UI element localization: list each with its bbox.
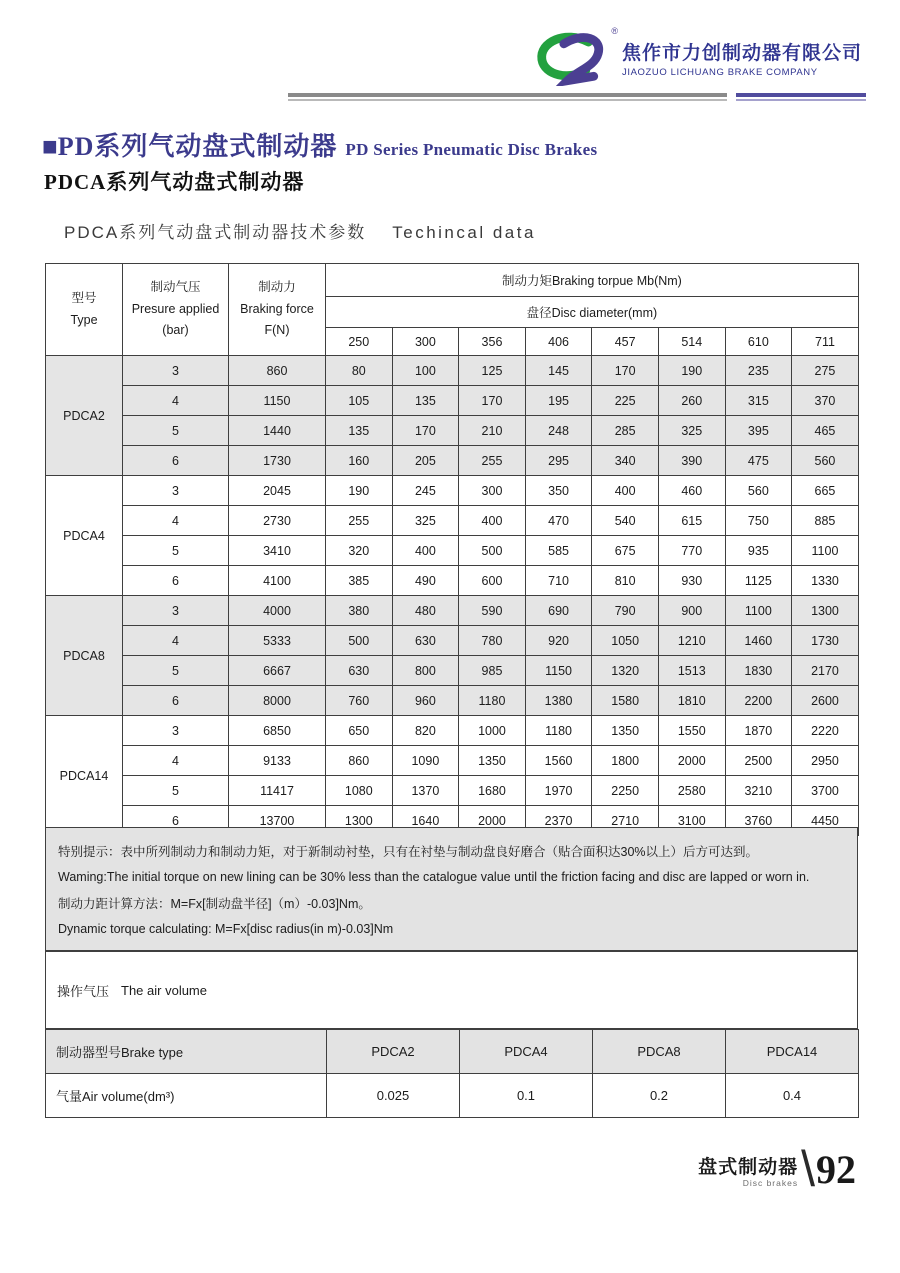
main-table-header-row-1 (46, 264, 859, 297)
torque-group-header: 制动力矩Braking torpue Mb(Nm) (326, 264, 859, 297)
pressure-cell: 3 (123, 476, 229, 506)
air-pressure-label-cn: 操作气压 (57, 983, 110, 999)
diameter-value-cell: 300 (392, 328, 459, 356)
torque-cell: 190 (658, 356, 725, 386)
torque-cell: 1080 (326, 776, 393, 806)
company-brand (530, 28, 862, 88)
air-table-volume-cell: 0.2 (593, 1074, 726, 1118)
section-title (64, 218, 536, 243)
air-table-type-cell: PDCA14 (726, 1030, 859, 1074)
air-pressure-label-en: The air volume (121, 982, 207, 998)
note-warning-cn: 特别提示：表中所列制动力和制动力矩，对于新制动衬垫，只有在衬垫与制动盘良好磨合（贴合面积达30%以上）后方可达到。 (58, 845, 759, 859)
torque-cell: 585 (525, 536, 592, 566)
divider-gap (727, 99, 736, 101)
pressure-cell: 5 (123, 536, 229, 566)
section-title-cn: PDCA系列气动盘式制动器技术参数 (64, 223, 367, 242)
torque-cell: 1320 (592, 656, 659, 686)
torque-cell: 820 (392, 716, 459, 746)
torque-cell: 475 (725, 446, 792, 476)
force-column-header: 制动力 Braking force F(N) (229, 264, 326, 356)
force-cell: 2045 (229, 476, 326, 506)
force-cell: 4000 (229, 596, 326, 626)
brake-type-cell: PDCA8 (46, 596, 123, 716)
main-table-body (46, 356, 859, 836)
air-volume-row-header: 气量Air volume(dm³) (46, 1074, 327, 1118)
torque-cell: 160 (326, 446, 393, 476)
footer-labels (698, 1152, 798, 1188)
force-cell: 4100 (229, 566, 326, 596)
torque-cell: 1380 (525, 686, 592, 716)
model-subtitle: PDCA系列气动盘式制动器 (44, 170, 305, 194)
torque-cell: 2200 (725, 686, 792, 716)
section-title-en: Techincal data (392, 223, 536, 242)
torque-cell: 2000 (658, 746, 725, 776)
divider-gray-segment-thin (288, 99, 727, 101)
torque-cell: 285 (592, 416, 659, 446)
brake-type-cell: PDCA2 (46, 356, 123, 476)
title-bullet-square: ■ (42, 132, 58, 161)
torque-cell: 560 (792, 446, 859, 476)
torque-cell: 470 (525, 506, 592, 536)
diameter-group-header: 盘径Disc diameter(mm) (326, 297, 859, 328)
force-cell: 6850 (229, 716, 326, 746)
force-cell: 8000 (229, 686, 326, 716)
force-cell: 1440 (229, 416, 326, 446)
torque-cell: 1550 (658, 716, 725, 746)
torque-cell: 985 (459, 656, 526, 686)
air-table-volume-cell: 0.025 (327, 1074, 460, 1118)
force-cell: 1150 (229, 386, 326, 416)
pressure-cell: 4 (123, 386, 229, 416)
torque-cell: 480 (392, 596, 459, 626)
footer-label-cn: 盘式制动器 (698, 1156, 799, 1178)
torque-cell: 1460 (725, 626, 792, 656)
pressure-cell: 3 (123, 716, 229, 746)
torque-cell: 615 (658, 506, 725, 536)
torque-cell: 1300 (326, 806, 393, 836)
data-row (46, 386, 859, 416)
torque-cell: 885 (792, 506, 859, 536)
air-table-volume-cell: 0.1 (460, 1074, 593, 1118)
torque-cell: 1100 (725, 596, 792, 626)
data-row (46, 356, 859, 386)
header-divider (288, 93, 866, 101)
air-pressure-section (45, 951, 858, 1029)
data-row (46, 416, 859, 446)
torque-cell: 2950 (792, 746, 859, 776)
torque-cell: 500 (459, 536, 526, 566)
torque-cell: 3760 (725, 806, 792, 836)
brake-type-cell: PDCA14 (46, 716, 123, 836)
torque-cell: 4450 (792, 806, 859, 836)
data-row (46, 506, 859, 536)
torque-cell: 750 (725, 506, 792, 536)
data-row (46, 596, 859, 626)
force-cell: 13700 (229, 806, 326, 836)
torque-cell: 630 (326, 656, 393, 686)
torque-cell: 2000 (459, 806, 526, 836)
company-name-en: JIAOZUO LICHUANG BRAKE COMPANY (621, 67, 818, 78)
torque-cell: 2250 (592, 776, 659, 806)
torque-cell: 1870 (725, 716, 792, 746)
divider-purple-segment-thin (736, 99, 866, 101)
data-row (46, 686, 859, 716)
divider-purple-segment (736, 93, 866, 97)
diameter-value-cell: 711 (792, 328, 859, 356)
pressure-cell: 6 (123, 806, 229, 836)
torque-cell: 1513 (658, 656, 725, 686)
torque-cell: 340 (592, 446, 659, 476)
data-row (46, 446, 859, 476)
torque-cell: 1210 (658, 626, 725, 656)
footer-separator: \ (801, 1141, 815, 1197)
data-row (46, 716, 859, 746)
data-row (46, 776, 859, 806)
torque-cell: 225 (592, 386, 659, 416)
torque-cell: 1370 (392, 776, 459, 806)
torque-cell: 1800 (592, 746, 659, 776)
torque-cell: 1680 (459, 776, 526, 806)
diameter-value-cell: 457 (592, 328, 659, 356)
air-types-row (46, 1030, 859, 1074)
air-table-type-cell: PDCA8 (593, 1030, 726, 1074)
torque-cell: 930 (658, 566, 725, 596)
torque-cell: 900 (658, 596, 725, 626)
diameter-value-cell: 514 (658, 328, 725, 356)
torque-cell: 710 (525, 566, 592, 596)
torque-cell: 3100 (658, 806, 725, 836)
data-row (46, 746, 859, 776)
torque-cell: 490 (392, 566, 459, 596)
torque-cell: 650 (326, 716, 393, 746)
torque-cell: 170 (392, 416, 459, 446)
note-warning-en: Waming:The initial torque on new lining can be 30% less than the catalogue value until the friction facing and disc are lapped or worn in. (58, 870, 810, 884)
torque-cell: 2600 (792, 686, 859, 716)
torque-cell: 300 (459, 476, 526, 506)
logo-swirl-graphic (530, 28, 610, 86)
torque-cell: 560 (725, 476, 792, 506)
company-name-cn: 焦作市力创制动器有限公司 (621, 43, 862, 64)
torque-cell: 275 (792, 356, 859, 386)
torque-cell: 125 (459, 356, 526, 386)
torque-cell: 145 (525, 356, 592, 386)
series-title-cn: PD系列气动盘式制动器 (57, 132, 338, 161)
force-cell: 3410 (229, 536, 326, 566)
torque-cell: 350 (525, 476, 592, 506)
torque-cell: 1150 (525, 656, 592, 686)
pressure-cell: 5 (123, 656, 229, 686)
torque-cell: 315 (725, 386, 792, 416)
torque-cell: 385 (326, 566, 393, 596)
torque-cell: 1180 (459, 686, 526, 716)
air-volume-table (45, 1029, 859, 1118)
torque-cell: 2370 (525, 806, 592, 836)
torque-cell: 1050 (592, 626, 659, 656)
torque-cell: 860 (326, 746, 393, 776)
technical-data-table (45, 263, 859, 836)
torque-cell: 1640 (392, 806, 459, 836)
pressure-cell: 3 (123, 356, 229, 386)
divider-gap (727, 93, 736, 97)
torque-cell: 780 (459, 626, 526, 656)
air-table-volume-cell: 0.4 (726, 1074, 859, 1118)
torque-cell: 500 (326, 626, 393, 656)
torque-cell: 600 (459, 566, 526, 596)
data-row (46, 536, 859, 566)
torque-cell: 2500 (725, 746, 792, 776)
torque-cell: 1970 (525, 776, 592, 806)
data-row (46, 656, 859, 686)
footer-label-en: Disc brakes (742, 1177, 799, 1188)
torque-cell: 170 (459, 386, 526, 416)
pressure-column-header: 制动气压 Presure applied (bar) (123, 264, 229, 356)
torque-cell: 590 (459, 596, 526, 626)
torque-cell: 248 (525, 416, 592, 446)
pressure-cell: 4 (123, 626, 229, 656)
torque-cell: 460 (658, 476, 725, 506)
torque-cell: 3210 (725, 776, 792, 806)
torque-cell: 370 (792, 386, 859, 416)
pressure-cell: 6 (123, 446, 229, 476)
torque-cell: 2710 (592, 806, 659, 836)
brake-type-row-header: 制动器型号Brake type (46, 1030, 327, 1074)
torque-cell: 325 (658, 416, 725, 446)
air-volumes-row (46, 1074, 859, 1118)
company-name-block (622, 38, 862, 78)
pressure-cell: 6 (123, 686, 229, 716)
torque-cell: 1125 (725, 566, 792, 596)
torque-cell: 135 (326, 416, 393, 446)
torque-cell: 205 (392, 446, 459, 476)
torque-cell: 295 (525, 446, 592, 476)
torque-cell: 690 (525, 596, 592, 626)
air-table-type-cell: PDCA4 (460, 1030, 593, 1074)
torque-cell: 400 (459, 506, 526, 536)
torque-cell: 245 (392, 476, 459, 506)
air-table-type-cell: PDCA2 (327, 1030, 460, 1074)
diameter-value-cell: 356 (459, 328, 526, 356)
torque-cell: 400 (592, 476, 659, 506)
force-cell: 2730 (229, 506, 326, 536)
torque-cell: 235 (725, 356, 792, 386)
torque-cell: 790 (592, 596, 659, 626)
torque-cell: 1350 (592, 716, 659, 746)
torque-cell: 1000 (459, 716, 526, 746)
torque-cell: 1580 (592, 686, 659, 716)
torque-cell: 380 (326, 596, 393, 626)
torque-cell: 320 (326, 536, 393, 566)
torque-cell: 800 (392, 656, 459, 686)
torque-cell: 2580 (658, 776, 725, 806)
torque-cell: 2170 (792, 656, 859, 686)
series-title (42, 126, 597, 163)
torque-cell: 770 (658, 536, 725, 566)
page-number: 92 (816, 1147, 856, 1192)
torque-cell: 920 (525, 626, 592, 656)
torque-cell: 1350 (459, 746, 526, 776)
torque-cell: 1560 (525, 746, 592, 776)
diameter-value-cell: 610 (725, 328, 792, 356)
torque-cell: 1810 (658, 686, 725, 716)
divider-line-thick (288, 93, 866, 97)
torque-cell: 2220 (792, 716, 859, 746)
series-title-en: PD Series Pneumatic Disc Brakes (345, 140, 598, 159)
torque-cell: 810 (592, 566, 659, 596)
torque-cell: 630 (392, 626, 459, 656)
pressure-cell: 3 (123, 596, 229, 626)
note-formula-en: Dynamic torque calculating: M=Fx[disc radius(in m)-0.03]Nm (58, 922, 394, 936)
torque-cell: 325 (392, 506, 459, 536)
torque-cell: 170 (592, 356, 659, 386)
force-cell: 6667 (229, 656, 326, 686)
brake-type-cell: PDCA4 (46, 476, 123, 596)
force-cell: 9133 (229, 746, 326, 776)
page-footer (698, 1141, 856, 1197)
torque-cell: 135 (392, 386, 459, 416)
torque-cell: 1730 (792, 626, 859, 656)
torque-cell: 255 (459, 446, 526, 476)
torque-cell: 1100 (792, 536, 859, 566)
pressure-cell: 4 (123, 506, 229, 536)
diameter-value-cell: 406 (525, 328, 592, 356)
torque-cell: 1180 (525, 716, 592, 746)
note-formula-cn: 制动力距计算方法：M=Fx[制动盘半径]（m）-0.03]Nm。 (58, 897, 371, 911)
torque-cell: 390 (658, 446, 725, 476)
pressure-cell: 5 (123, 416, 229, 446)
force-cell: 5333 (229, 626, 326, 656)
torque-cell: 1330 (792, 566, 859, 596)
torque-cell: 540 (592, 506, 659, 536)
divider-gray-segment (288, 93, 727, 97)
torque-cell: 675 (592, 536, 659, 566)
torque-cell: 395 (725, 416, 792, 446)
registered-trademark-icon: ® (611, 26, 618, 36)
torque-cell: 195 (525, 386, 592, 416)
torque-cell: 210 (459, 416, 526, 446)
data-row (46, 476, 859, 506)
diameter-value-cell: 250 (326, 328, 393, 356)
pressure-cell: 6 (123, 566, 229, 596)
torque-cell: 1300 (792, 596, 859, 626)
torque-cell: 935 (725, 536, 792, 566)
force-cell: 860 (229, 356, 326, 386)
torque-cell: 1830 (725, 656, 792, 686)
torque-cell: 665 (792, 476, 859, 506)
type-column-header: 型号 Type (46, 264, 123, 356)
torque-cell: 3700 (792, 776, 859, 806)
torque-cell: 465 (792, 416, 859, 446)
pressure-cell: 4 (123, 746, 229, 776)
lichuang-swirl-logo (530, 28, 616, 88)
notes-box (45, 827, 858, 951)
pressure-cell: 5 (123, 776, 229, 806)
torque-cell: 760 (326, 686, 393, 716)
torque-cell: 1090 (392, 746, 459, 776)
torque-cell: 960 (392, 686, 459, 716)
torque-cell: 100 (392, 356, 459, 386)
torque-cell: 190 (326, 476, 393, 506)
torque-cell: 260 (658, 386, 725, 416)
torque-cell: 400 (392, 536, 459, 566)
torque-cell: 255 (326, 506, 393, 536)
force-cell: 11417 (229, 776, 326, 806)
data-row (46, 626, 859, 656)
torque-cell: 105 (326, 386, 393, 416)
torque-cell: 80 (326, 356, 393, 386)
divider-line-thin (288, 99, 866, 101)
data-row (46, 566, 859, 596)
force-cell: 1730 (229, 446, 326, 476)
